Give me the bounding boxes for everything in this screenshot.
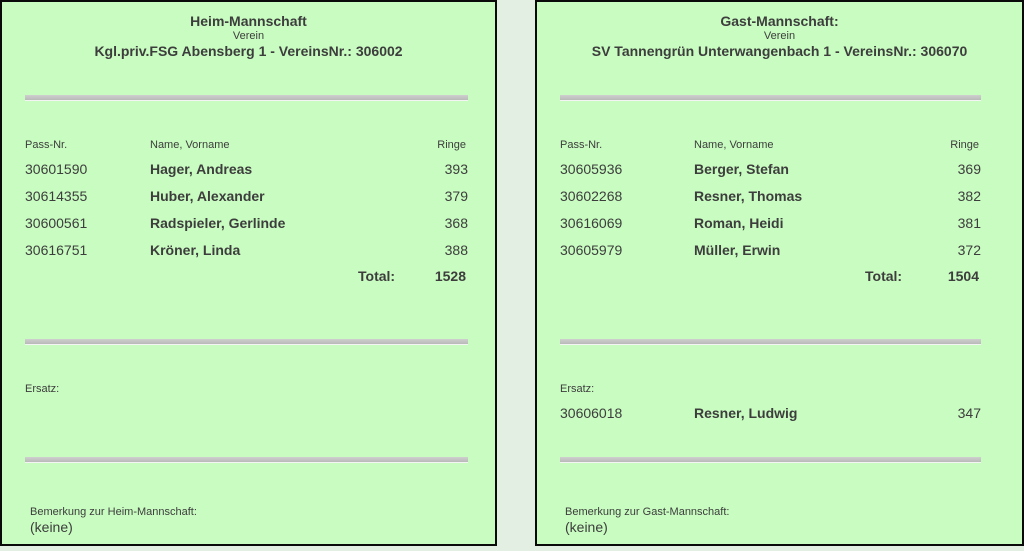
ringe-value: 369 <box>957 161 981 177</box>
home-divider-bottom <box>25 457 468 463</box>
ringe-value: 381 <box>957 215 981 231</box>
guest-bemerkung-value: (keine) <box>565 519 608 535</box>
home-team-title: Heim-Mannschaft <box>190 13 307 29</box>
pass-nr: 30600561 <box>25 215 88 231</box>
guest-row <box>560 215 981 235</box>
player-name: Hager, Andreas <box>150 161 253 177</box>
home-row <box>25 188 468 208</box>
home-team-panel <box>0 0 497 546</box>
guest-row <box>560 188 981 208</box>
player-name: Roman, Heidi <box>694 215 784 231</box>
guest-divider-mid <box>560 339 981 345</box>
guest-ersatz-row <box>560 405 981 425</box>
ringe-value: 347 <box>957 405 981 421</box>
guest-verein-label: Verein <box>763 30 796 42</box>
home-col-pass: Pass-Nr. <box>25 139 68 151</box>
guest-divider-top <box>560 95 981 101</box>
ringe-value: 379 <box>444 188 468 204</box>
guest-ersatz-label: Ersatz: <box>560 383 595 395</box>
pass-nr: 30605979 <box>560 242 623 258</box>
ringe-value: 368 <box>444 215 468 231</box>
pass-nr: 30602268 <box>560 188 623 204</box>
home-row <box>25 242 468 262</box>
home-divider-top <box>25 95 468 101</box>
player-name: Müller, Erwin <box>694 242 781 258</box>
home-col-ringe: Ringe <box>437 139 466 151</box>
home-row <box>25 215 468 235</box>
guest-total-label: Total: <box>865 268 903 284</box>
home-bemerkung-value: (keine) <box>30 519 73 535</box>
pass-nr: 30616751 <box>25 242 88 258</box>
guest-divider-bottom <box>560 457 981 463</box>
ringe-value: 372 <box>957 242 981 258</box>
pass-nr: 30606018 <box>560 405 623 421</box>
guest-col-pass: Pass-Nr. <box>560 139 603 151</box>
home-bemerkung-label: Bemerkung zur Heim-Mannschaft: <box>30 506 197 518</box>
pass-nr: 30616069 <box>560 215 623 231</box>
player-name: Resner, Thomas <box>694 188 803 204</box>
home-col-name: Name, Vorname <box>150 139 230 151</box>
guest-col-ringe: Ringe <box>950 139 979 151</box>
home-row <box>25 161 468 181</box>
home-club-name: Kgl.priv.FSG Abensberg 1 - VereinsNr.: 306002 <box>94 43 403 59</box>
home-total-value: 1528 <box>434 268 466 284</box>
guest-bemerkung-label: Bemerkung zur Gast-Mannschaft: <box>565 506 730 518</box>
guest-club-name: SV Tannengrün Unterwangenbach 1 - VereinsNr.: 306070 <box>591 43 968 59</box>
pass-nr: 30601590 <box>25 161 88 177</box>
guest-row <box>560 242 981 262</box>
player-name: Kröner, Linda <box>150 242 241 258</box>
pass-nr: 30605936 <box>560 161 623 177</box>
ringe-value: 382 <box>957 188 981 204</box>
player-name: Radspieler, Gerlinde <box>150 215 286 231</box>
ringe-value: 393 <box>444 161 468 177</box>
player-name: Resner, Ludwig <box>694 405 798 421</box>
guest-team-panel <box>535 0 1024 546</box>
ringe-value: 388 <box>444 242 468 258</box>
player-name: Huber, Alexander <box>150 188 265 204</box>
home-total-label: Total: <box>358 268 396 284</box>
home-verein-label: Verein <box>232 30 265 42</box>
guest-team-title: Gast-Mannschaft: <box>720 13 839 29</box>
pass-nr: 30614355 <box>25 188 88 204</box>
home-ersatz-label: Ersatz: <box>25 383 60 395</box>
guest-col-name: Name, Vorname <box>694 139 774 151</box>
home-divider-mid <box>25 339 468 345</box>
guest-row <box>560 161 981 181</box>
guest-total-value: 1504 <box>947 268 979 284</box>
player-name: Berger, Stefan <box>694 161 789 177</box>
